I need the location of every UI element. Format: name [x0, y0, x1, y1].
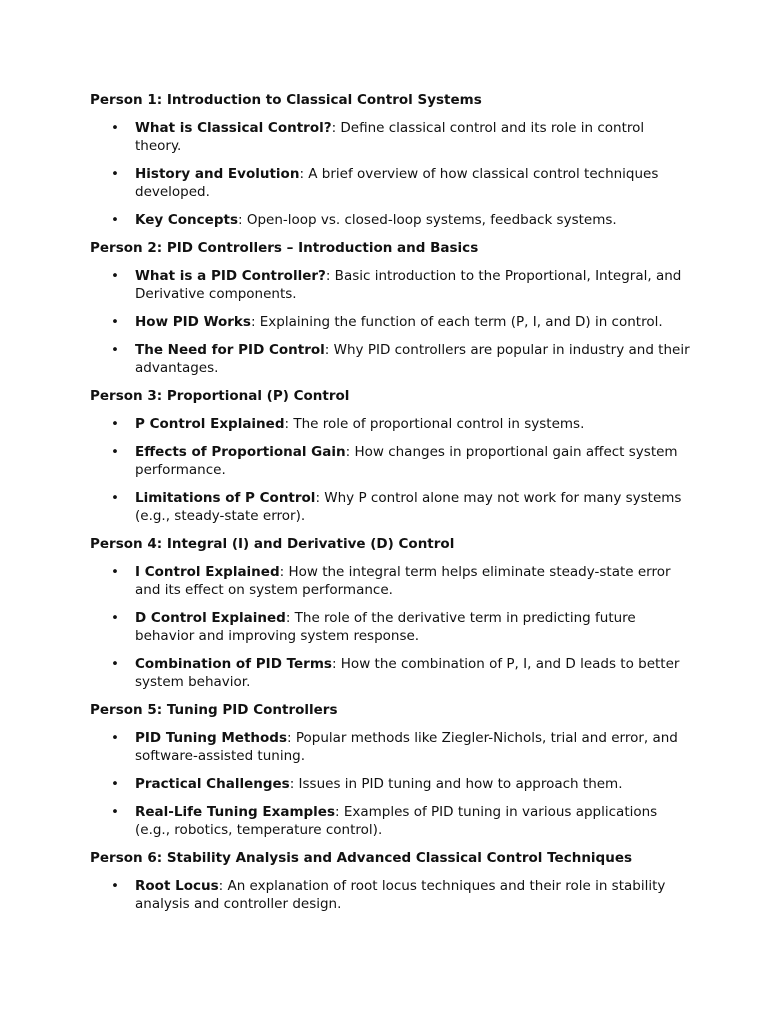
list-item — [90, 443, 690, 479]
item-term: The Need for PID Control — [135, 342, 325, 358]
item-term: Practical Challenges — [135, 776, 290, 792]
item-term: PID Tuning Methods — [135, 730, 288, 746]
item-term: Real-Life Tuning Examples — [135, 804, 335, 820]
item-description: : Explaining the function of each term (P, I, and D) in control. — [250, 314, 663, 330]
bullet-icon: • — [111, 804, 119, 820]
item-description: : Why PID controllers are popular in industry and their advantages. — [135, 342, 690, 376]
item-term: I Control Explained — [135, 564, 280, 580]
section-heading: Person 5: Tuning PID Controllers — [90, 702, 338, 718]
list-item — [90, 877, 690, 913]
item-term: Combination of PID Terms — [135, 656, 332, 672]
item-term: How PID Works — [135, 314, 251, 330]
item-description: : An explanation of root locus techniques and their role in stability analysis and controller design. — [135, 878, 666, 912]
item-term: History and Evolution — [135, 166, 300, 182]
item-description: : The role of proportional control in systems. — [284, 416, 585, 432]
item-term: Root Locus — [135, 878, 219, 894]
list-item — [90, 211, 690, 229]
item-description: : Define classical control and its role in control theory. — [135, 120, 645, 154]
document-page — [90, 91, 690, 923]
section-person-5 — [90, 701, 690, 839]
list-item — [90, 609, 690, 645]
section-person-1 — [90, 91, 690, 229]
section-person-4 — [90, 535, 690, 691]
section-heading: Person 6: Stability Analysis and Advanced Classical Control Techniques — [90, 850, 633, 866]
item-description: : Examples of PID tuning in various applications (e.g., robotics, temperature control). — [135, 804, 658, 838]
item-description: : Issues in PID tuning and how to approach them. — [289, 776, 623, 792]
list-item — [90, 119, 690, 155]
list-item — [90, 165, 690, 201]
item-term: What is a PID Controller? — [135, 268, 326, 284]
list-item — [90, 729, 690, 765]
section-heading: Person 3: Proportional (P) Control — [90, 388, 350, 404]
bullet-icon: • — [111, 212, 119, 228]
item-term: Key Concepts — [135, 212, 238, 228]
item-description: : The role of the derivative term in predicting future behavior and improving system response. — [135, 610, 636, 644]
item-term: Limitations of P Control — [135, 490, 316, 506]
bullet-icon: • — [111, 416, 119, 432]
bullet-icon: • — [111, 776, 119, 792]
bullet-icon: • — [111, 656, 119, 672]
bullet-icon: • — [111, 342, 119, 358]
bullet-list — [90, 877, 690, 913]
list-item — [90, 775, 690, 793]
bullet-icon: • — [111, 610, 119, 626]
section-heading: Person 2: PID Controllers – Introduction and Basics — [90, 240, 479, 256]
section-person-3 — [90, 387, 690, 525]
list-item — [90, 563, 690, 599]
bullet-icon: • — [111, 444, 119, 460]
item-description: : Popular methods like Ziegler-Nichols, trial and error, and software-assisted tuning. — [135, 730, 678, 764]
bullet-list — [90, 267, 690, 377]
bullet-icon: • — [111, 314, 119, 330]
bullet-icon: • — [111, 490, 119, 506]
list-item — [90, 415, 690, 433]
item-description: : How the combination of P, I, and D leads to better system behavior. — [135, 656, 680, 690]
list-item — [90, 313, 690, 331]
list-item — [90, 341, 690, 377]
section-heading: Person 1: Introduction to Classical Control Systems — [90, 92, 482, 108]
item-term: What is Classical Control? — [135, 120, 332, 136]
bullet-list — [90, 119, 690, 229]
section-person-2 — [90, 239, 690, 377]
bullet-icon: • — [111, 730, 119, 746]
bullet-icon: • — [111, 120, 119, 136]
item-term: D Control Explained — [135, 610, 286, 626]
list-item — [90, 803, 690, 839]
item-description: : How the integral term helps eliminate steady-state error and its effect on system performance. — [135, 564, 671, 598]
item-description: : How changes in proportional gain affect system performance. — [135, 444, 678, 478]
list-item — [90, 267, 690, 303]
item-description: : Open-loop vs. closed-loop systems, feedback systems. — [237, 212, 617, 228]
item-description: : A brief overview of how classical control techniques developed. — [135, 166, 659, 200]
item-description: : Basic introduction to the Proportional, Integral, and Derivative components. — [135, 268, 682, 302]
bullet-list — [90, 563, 690, 691]
list-item — [90, 489, 690, 525]
section-heading: Person 4: Integral (I) and Derivative (D) Control — [90, 536, 455, 552]
bullet-icon: • — [111, 878, 119, 894]
bullet-icon: • — [111, 564, 119, 580]
bullet-icon: • — [111, 166, 119, 182]
bullet-list — [90, 415, 690, 525]
list-item — [90, 655, 690, 691]
item-term: Effects of Proportional Gain — [135, 444, 346, 460]
section-person-6 — [90, 849, 690, 913]
item-term: P Control Explained — [135, 416, 285, 432]
item-description: : Why P control alone may not work for many systems (e.g., steady-state error). — [135, 490, 682, 524]
bullet-list — [90, 729, 690, 839]
bullet-icon: • — [111, 268, 119, 284]
